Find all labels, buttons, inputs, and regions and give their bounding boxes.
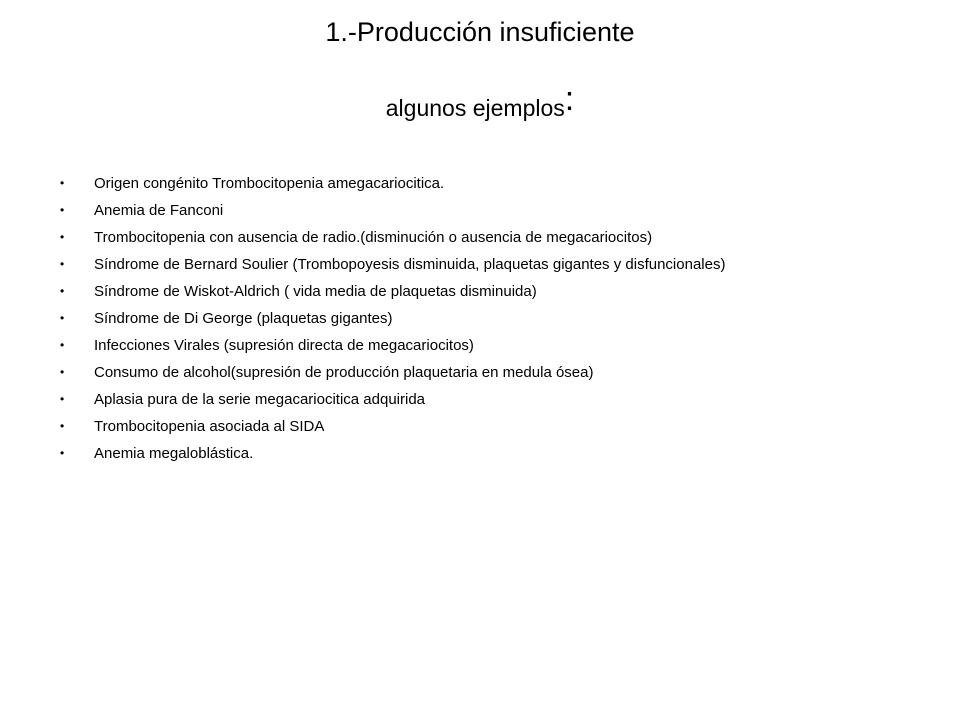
bullet-marker: •	[60, 338, 65, 352]
bullet-marker: •	[60, 446, 65, 460]
bullet-item	[60, 359, 940, 386]
bullet-item	[60, 440, 940, 467]
bullet-item	[60, 278, 940, 305]
bullet-marker: •	[60, 230, 65, 244]
bullet-text: Anemia de Fanconi	[94, 202, 224, 219]
bullet-marker: •	[60, 419, 65, 433]
bullet-item	[60, 224, 940, 251]
bullet-text: Síndrome de Bernard Soulier (Trombopoyesis disminuida, plaquetas gigantes y disfuncionales)	[94, 256, 726, 273]
bullet-marker: •	[60, 311, 65, 325]
bullet-text: Origen congénito Trombocitopenia amegacariocitica.	[94, 175, 445, 192]
bullet-marker: •	[60, 284, 65, 298]
bullet-text: Síndrome de Wiskot-Aldrich ( vida media de plaquetas disminuida)	[94, 283, 537, 300]
bullet-item	[60, 305, 940, 332]
bullet-marker: •	[60, 392, 65, 406]
bullet-text: Anemia megaloblástica.	[94, 445, 254, 462]
title-colon: :	[564, 80, 575, 118]
title-line-2-text: algunos ejemplos	[385, 95, 565, 121]
bullet-item	[60, 413, 940, 440]
bullet-text: Síndrome de Di George (plaquetas gigantes)	[94, 310, 393, 327]
bullet-marker: •	[60, 176, 65, 190]
bullet-text: Trombocitopenia con ausencia de radio.(disminución o ausencia de megacariocitos)	[94, 229, 653, 246]
title-line-1: 1.-Producción insuficiente	[325, 17, 635, 47]
bullet-item	[60, 251, 940, 278]
bullet-marker: •	[60, 365, 65, 379]
bullet-marker: •	[60, 203, 65, 217]
bullet-text: Consumo de alcohol(supresión de producción plaquetaria en medula ósea)	[94, 364, 594, 381]
bullet-item	[60, 170, 940, 197]
bullet-text: Trombocitopenia asociada al SIDA	[94, 418, 325, 435]
bullet-list	[60, 170, 940, 467]
bullet-text: Aplasia pura de la serie megacariocitica adquirida	[94, 391, 426, 408]
title-line-2	[0, 80, 960, 125]
bullet-text: Infecciones Virales (supresión directa de megacariocitos)	[94, 337, 474, 354]
bullet-item	[60, 197, 940, 224]
bullet-item	[60, 386, 940, 413]
bullet-item	[60, 332, 940, 359]
slide-title	[0, 14, 960, 125]
bullet-marker: •	[60, 257, 65, 271]
